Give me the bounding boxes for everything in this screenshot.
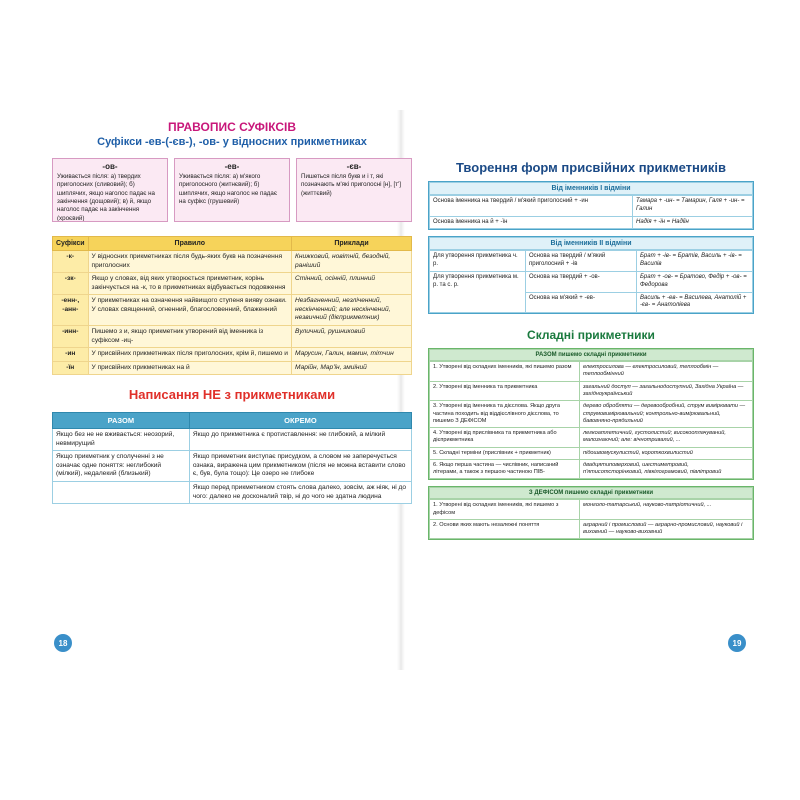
example-cell: Стінний, осінній, плинний [292, 273, 412, 295]
example-cell: Незбагненний, незліченний, нескінченний; але нескінчений, незвичний (дієприкметник) [292, 295, 412, 326]
rule-cell: 1. Утворені від складних іменників, які пишемо з дефісом [430, 500, 580, 520]
ne-table [52, 412, 412, 504]
block-header: З ДЕФІСОМ пишемо складні прикметники [429, 487, 753, 499]
table-row [53, 482, 412, 504]
suffix-label: -ев- [224, 162, 240, 171]
suffix-box [52, 158, 168, 222]
table-header: РАЗОМ [53, 413, 190, 429]
table-row [53, 273, 412, 295]
table-row [430, 401, 753, 428]
rule-cell: 6. Якщо перша частина — числівник, написаний літерами, а також з першою частиною ПІВ- [430, 459, 580, 479]
table-row [430, 459, 753, 479]
rule-cell: 4. Утворені від прислівника та прикметника або дієприкметника [430, 428, 580, 448]
table-row [53, 325, 412, 347]
table-header: ОКРЕМО [189, 413, 411, 429]
together-block [428, 348, 754, 480]
page-number: 18 [54, 634, 72, 652]
left-page [52, 120, 412, 660]
rule-cell: У відносних прикметниках після будь-яких букв на позначення приголосних [88, 251, 291, 273]
example-cell: двадцятиповерховий, шестиметровий, п'ятисотсторінковий, півкілограмовий, півлітровий [580, 459, 753, 479]
table-row [430, 381, 753, 401]
apart-cell: Якщо прикметник виступає присудком, а словом не заперечується ознака, виражена цим прикметником (після не можна вставити слово є, був, була тощо): Це озеро не глибоке [189, 451, 411, 482]
page-subtitle: Суфікси -ев-(-єв-), -ов- у відносних прикметниках [97, 136, 367, 148]
rule-cell: У прикметниках на означення найвищого ступеня вияву ознаки. У словах священний, огненний, благословенний, блаженний [88, 295, 291, 326]
section-title: Написання НЕ з прикметниками [128, 387, 336, 403]
first-declension-block [428, 181, 754, 230]
table-row [430, 500, 753, 520]
together-cell [53, 482, 190, 504]
suffix-text: Пишеться після букв и і т, які позначають м'які приголосні [н], [т'] (життєвий) [301, 172, 401, 197]
example-cell: Вуличний, рушниковий [292, 325, 412, 347]
hyphen-table [429, 499, 753, 539]
example-cell: загальний доступ — загальнодоступний, Західна Україна — західноукраїнський [580, 381, 753, 401]
example-cell: монголо-татарський, науково-патріотичний, ... [580, 500, 753, 520]
example-cell: Марусин, Галин, мамин, тітчин [292, 348, 412, 362]
table-row [53, 251, 412, 273]
example-cell: Василь + -ев- = Василева, Анатолій + -єв- = Анатоліева [637, 292, 753, 313]
table-row [430, 196, 753, 217]
example-cell: легкоатлетичний, густолистий; високооплачуваний, малознаючий; але: вічнотривалий, ... [580, 428, 753, 448]
apart-cell: Якщо перед прикметником стоять слова далеко, зовсім, аж ніяк, ні до чого: далеко не досконалий твір, ні до чого не здатна людина [189, 482, 411, 504]
together-table [429, 361, 753, 479]
rule-cell: Основа іменника на й + -їн [430, 216, 633, 229]
suffix-cell: -инн- [53, 325, 89, 347]
rule-cell: Основа іменника на твердий / м'який приголосний + -ин [430, 196, 633, 217]
suffix-box [174, 158, 290, 222]
example-cell: Надія + -їн = Надіїн [633, 216, 753, 229]
hyphen-block [428, 486, 754, 540]
suffix-cell: -енн-, -анн- [53, 295, 89, 326]
example-cell: підошвомускулистий, короткохвилистий [580, 447, 753, 459]
table-row [53, 361, 412, 375]
table-row [430, 271, 753, 292]
group-cell: Для утворення прикметника ч. р. [430, 251, 526, 272]
first-declension-table [429, 195, 753, 229]
example-cell: Тамара + -ин- = Тамарин, Галя + -ин- = Галин [633, 196, 753, 217]
rule-cell: 1. Утворені від складних іменників, які пишемо разом [430, 362, 580, 382]
suffix-boxes [52, 158, 412, 222]
page-title: Творення форм присвійних прикметників [455, 160, 726, 175]
section-title: Складні прикметники [527, 328, 655, 343]
suffix-cell: -ин [53, 348, 89, 362]
suffix-rules-table [52, 236, 412, 375]
rule-cell: 3. Утворені від іменника та дієслова. Якщо друга частина походить від віддієслівного дієслова, то пишемо З ДЕФІСОМ [430, 401, 580, 428]
table-row [430, 362, 753, 382]
second-declension-block [428, 236, 754, 314]
suffix-text: Уживається після: а) твердих приголосних (сливовий); б) шиплячих, якщо наголос падає на закінчення (дощовий); в) й, якщо наголос падає на закінчення (хроєвий) [57, 172, 155, 222]
example-cell: Брат + -ов- = Братово, Федір + -ов- = Федорова [637, 271, 753, 292]
rule-cell: 2. Утворені від іменника та прикметника [430, 381, 580, 401]
together-cell: Якщо без не не вживається: неозорий, невмирущий [53, 429, 190, 451]
table-header: Приклади [292, 237, 412, 251]
table-row [430, 251, 753, 272]
table-row [430, 447, 753, 459]
together-cell: Якщо прикметник у сполученні з не означає одне поняття: неглибокий (мілкий), недалекий (близький) [53, 451, 190, 482]
table-header: Правило [88, 237, 291, 251]
suffix-label: -єв- [346, 162, 362, 171]
table-row [53, 429, 412, 451]
block-header: Від іменників І відміни [429, 182, 753, 195]
rule-cell: У присвійних прикметниках на й [88, 361, 291, 375]
rule-cell: У присвійних прикметниках після приголосних, крім й, пишемо и [88, 348, 291, 362]
table-row [53, 348, 412, 362]
block-header: РАЗОМ пишемо складні прикметники [429, 349, 753, 361]
suffix-cell: -їн [53, 361, 89, 375]
table-header: Суфікси [53, 237, 89, 251]
table-row [430, 216, 753, 229]
example-cell: електросилова — електросиловий, теплообмін — теплообмінний [580, 362, 753, 382]
rule-cell: Основа на твердий / м'який приголосний + -ів [526, 251, 637, 272]
right-page [428, 120, 754, 660]
example-cell: Книжковий, новітній, безодній, раніший [292, 251, 412, 273]
suffix-label: -ов- [102, 162, 118, 171]
suffix-text: Уживається після: а) м'якого приголосного (житнєвий); б) шиплячих, якщо наголос не падає на суфікс (грушевий) [179, 172, 277, 205]
page-title: ПРАВОПИС СУФІКСІВ [167, 120, 297, 134]
rule-cell: 5. Складні терміни (прислівник + прикметник) [430, 447, 580, 459]
rule-cell: Основа на твердий + -ов- [526, 271, 637, 292]
example-cell: Брат + -ів- = Братів, Василь + -ів- = Василів [637, 251, 753, 272]
apart-cell: Якщо до прикметника є протиставлення: не глибокий, а мілкий [189, 429, 411, 451]
rule-cell: Пишемо з и, якщо прикметник утворений від іменника із суфіксом -иц- [88, 325, 291, 347]
block-header: Від іменників ІІ відміни [429, 237, 753, 250]
table-row [53, 295, 412, 326]
table-row [53, 451, 412, 482]
table-row [430, 519, 753, 539]
suffix-cell: -к- [53, 251, 89, 273]
second-declension-table [429, 250, 753, 313]
suffix-box [296, 158, 412, 222]
example-cell: аграрний і промисловий — аграрно-промисловий, науковий і виховний — науково-виховний [580, 519, 753, 539]
rule-cell: Основа на м'який + -ев- [526, 292, 637, 313]
rule-cell: Якщо у словах, від яких утворюється прикметник, корінь закінчується на -к, то в прикметниках відбувається подовження [88, 273, 291, 295]
group-cell: Для утворення прикметника м. р. та с. р. [430, 271, 526, 312]
example-cell: Марійн, Мар'їн, змиїний [292, 361, 412, 375]
rule-cell: 2. Основи яких мають незалежні поняття [430, 519, 580, 539]
suffix-cell: -зк- [53, 273, 89, 295]
page-number: 19 [728, 634, 746, 652]
table-row [430, 428, 753, 448]
example-cell: дерево обробляти — деревообробний, струм вимірювати — струмовимірювальний; контрольно-вимірювальний, бавовняно-прядильний [580, 401, 753, 428]
